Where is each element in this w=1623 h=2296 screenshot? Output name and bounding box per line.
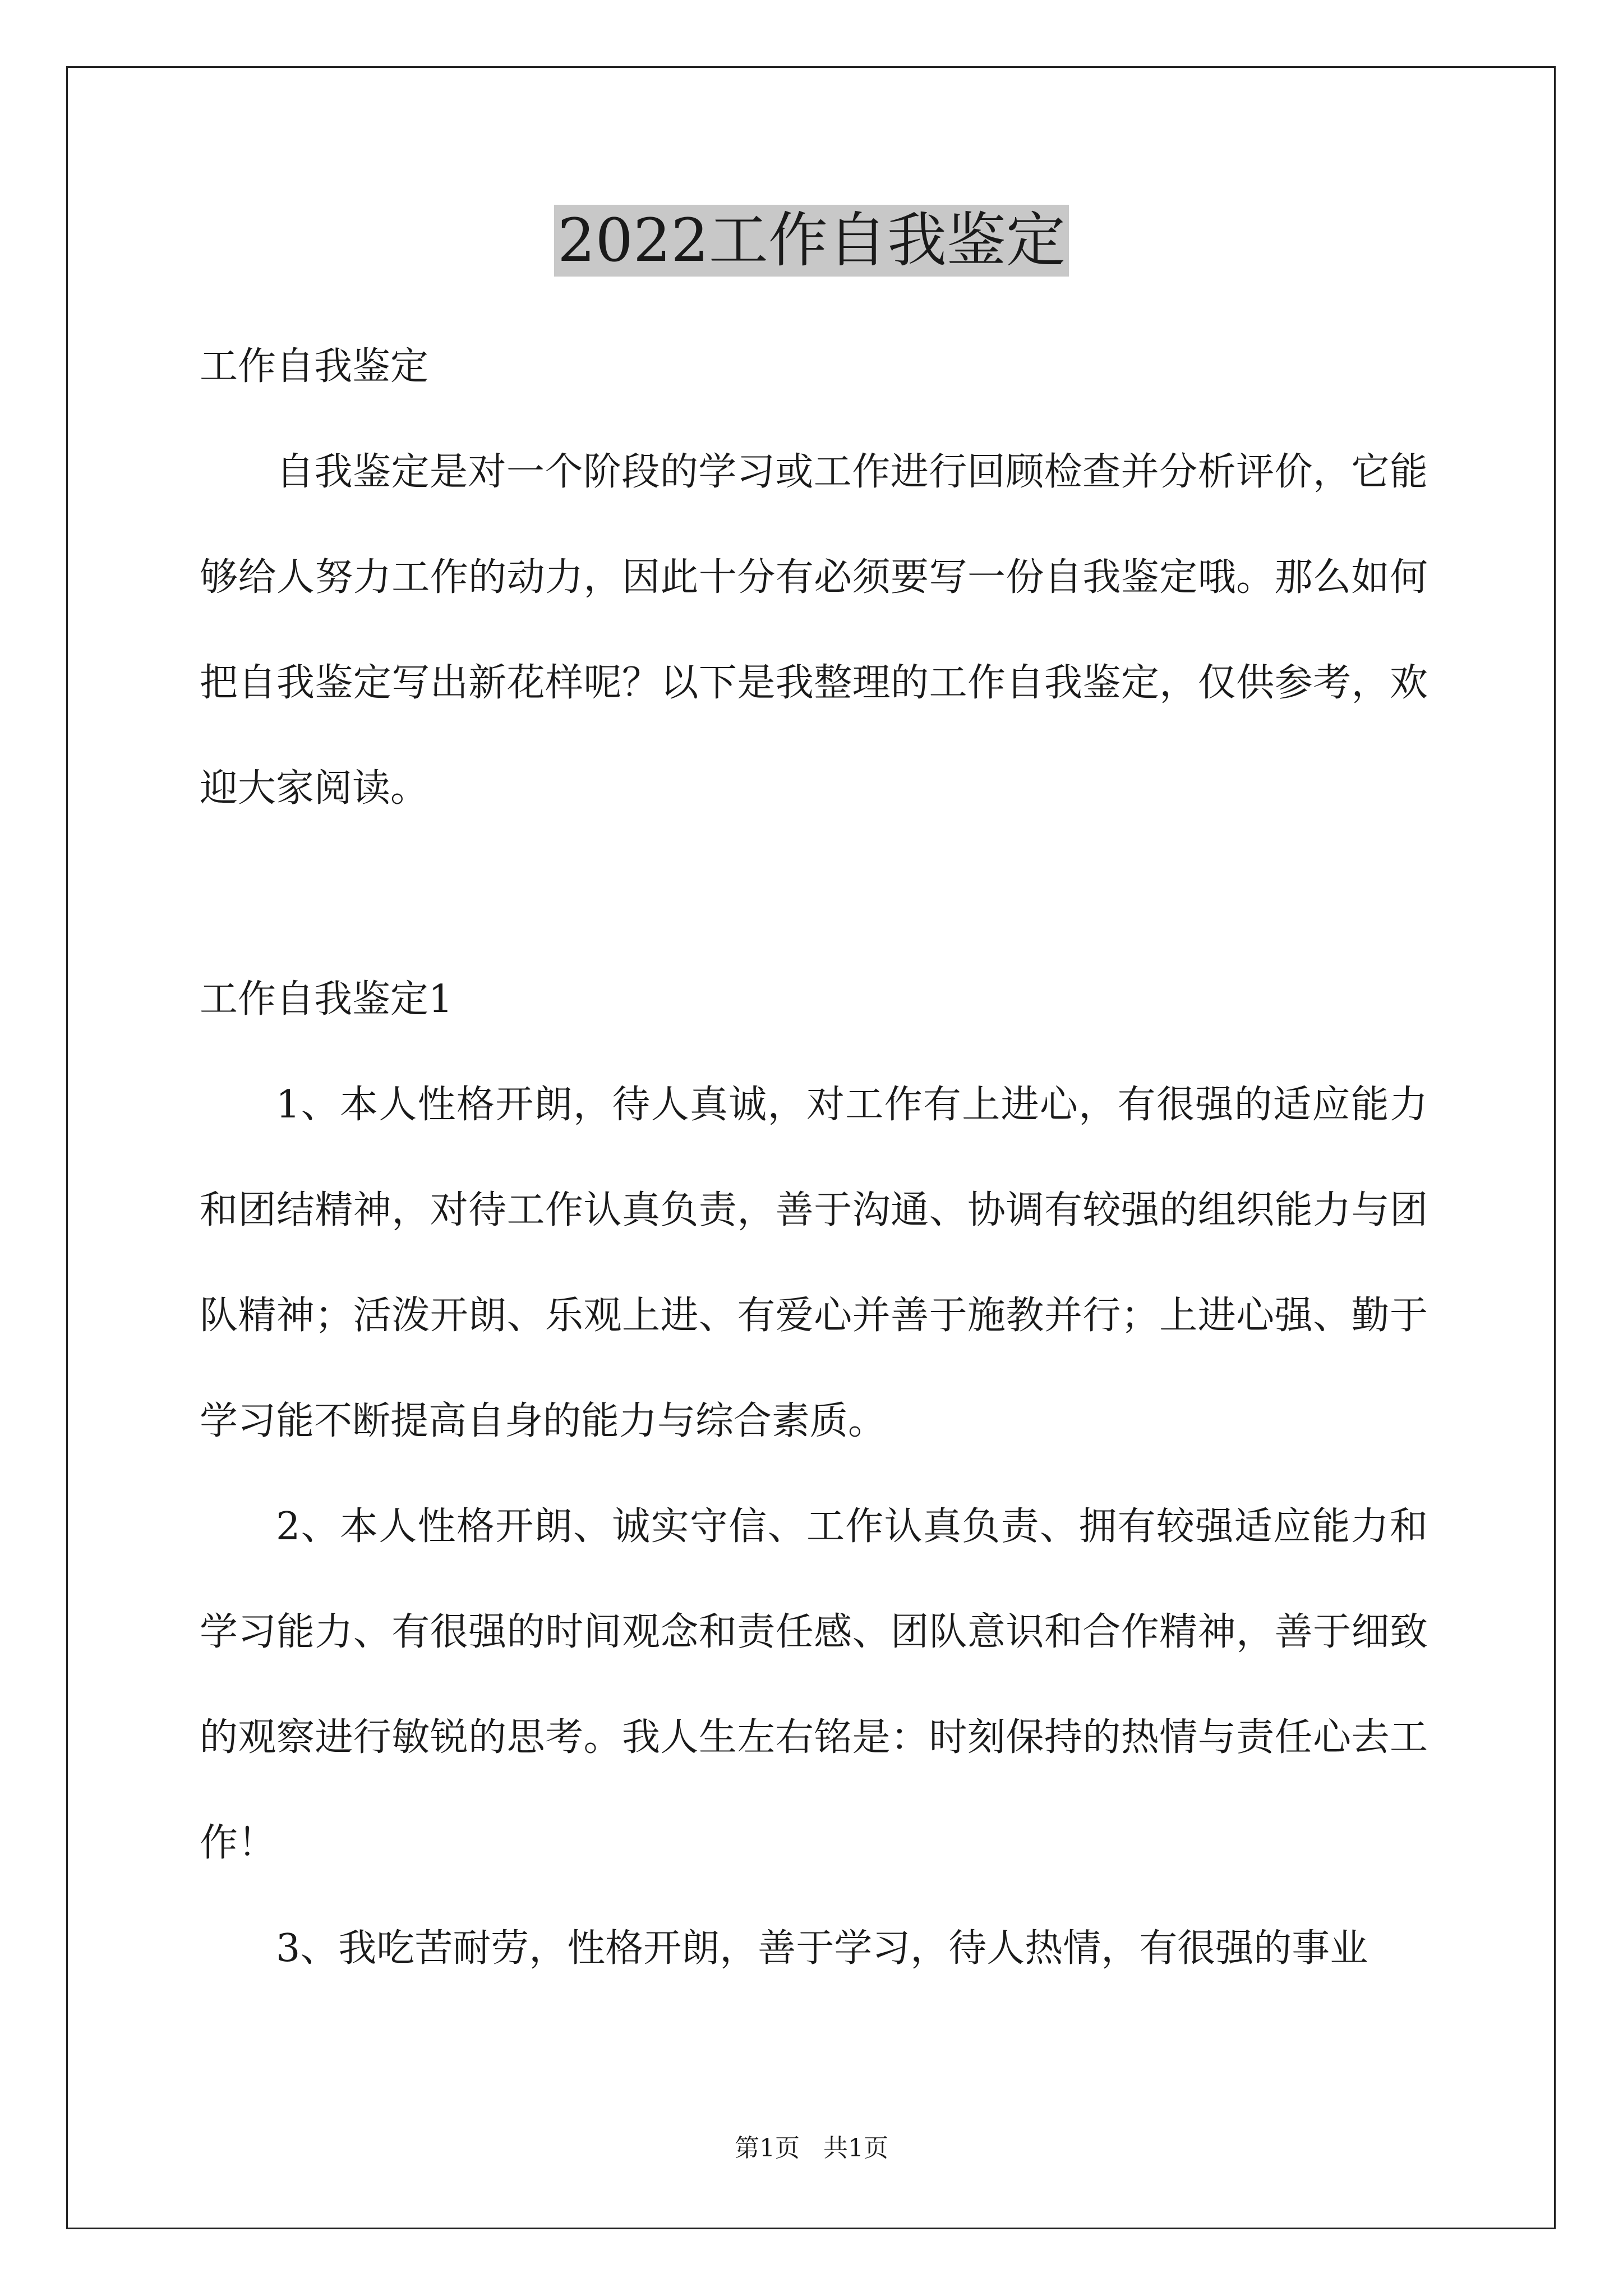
body-paragraph-1: 1、本人性格开朗，待人真诚，对工作有上进心，有很强的适应能力和团结精神，对待工作认真负责，善于沟通、协调有较强的组织能力与团队精神；活泼开朗、乐观上进、有爱心并善于施教并行；上进心强、勤于学习能不断提高自身的能力与综合素质。 <box>200 1083 1428 1443</box>
body-paragraph-3: 3、我吃苦耐劳，性格开朗，善于学习，待人热情，有很强的事业 <box>276 1926 1368 1971</box>
body-paragraph-2: 2、本人性格开朗、诚实守信、工作认真负责、拥有较强适应能力和学习能力、有很强的时间观念和责任感、团队意识和合作精神，善于细致的观察进行敏锐的思考。我人生左右铭是：时刻保持的热情与责任心去工作！ <box>200 1504 1428 1865</box>
document-body <box>200 314 1428 2001</box>
subtitle: 工作自我鉴定 <box>200 344 429 389</box>
section-heading: 工作自我鉴定1 <box>200 977 453 1022</box>
title-container <box>0 205 1623 277</box>
intro-paragraph: 自我鉴定是对一个阶段的学习或工作进行回顾检查并分析评价，它能够给人努力工作的动力，因此十分有必须要写一份自我鉴定哦。那么如何把自我鉴定写出新花样呢？以下是我整理的工作自我鉴定，仅供参考，欢迎大家阅读。 <box>200 450 1428 811</box>
page-number: 第1页 <box>735 2134 800 2162</box>
document-title: 2022工作自我鉴定 <box>554 205 1069 277</box>
page-footer <box>0 2132 1623 2165</box>
page-total: 共1页 <box>823 2134 888 2162</box>
section-spacer <box>200 841 1428 947</box>
